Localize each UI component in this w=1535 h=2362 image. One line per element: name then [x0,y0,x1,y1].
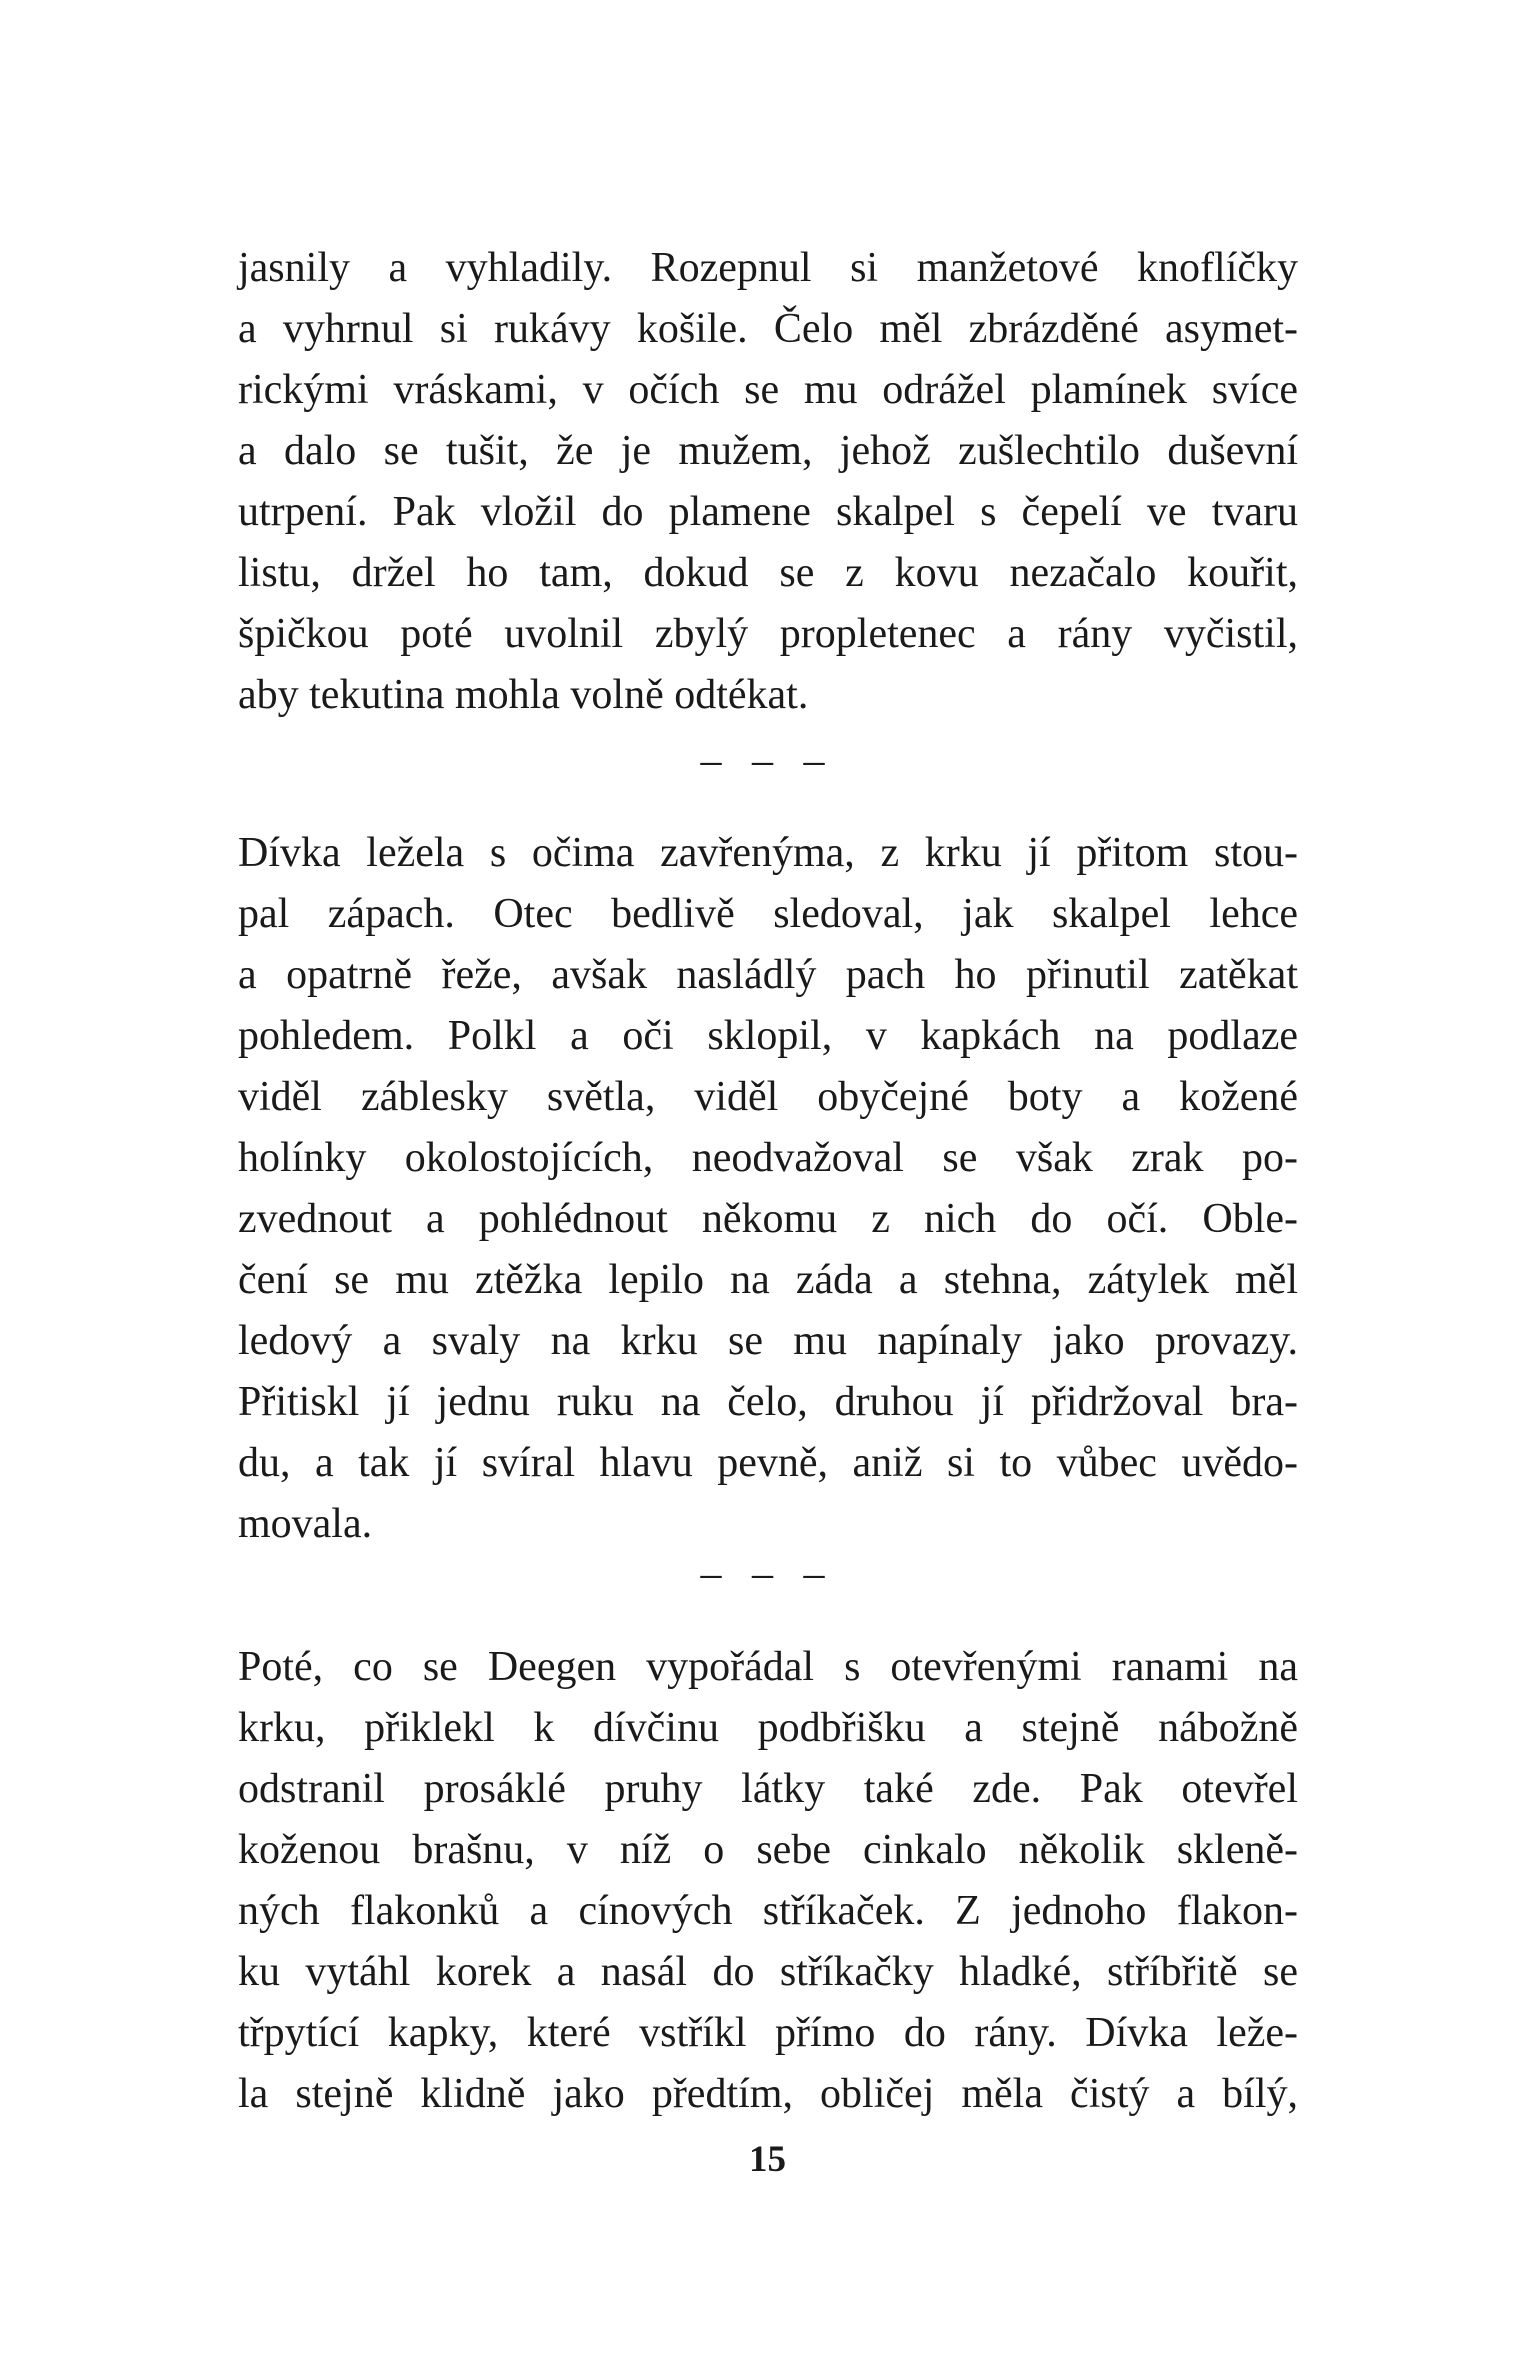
paragraph-3 [238,1637,1298,2125]
text-line: Dívka ležela s očima zavřenýma, z krku jí přitom stou- [238,830,1298,876]
text-line: viděl záblesky světla, viděl obyčejné boty a kožené [238,1074,1298,1120]
text-line: utrpení. Pak vložil do plamene skalpel s čepelí ve tvaru [238,489,1298,535]
text-line: movala. [238,1501,373,1547]
text-line: čení se mu ztěžka lepilo na záda a stehna, zátylek měl [238,1257,1298,1303]
text-line: třpytící kapky, které vstříkl přímo do rány. Dívka leže- [238,2010,1298,2056]
text-line: aby tekutina mohla volně odtékat. [238,672,809,718]
text-line: a dalo se tušit, že je mužem, jehož zušlechtilo duševní [238,428,1298,474]
page-number: 15 [749,2139,786,2180]
text-line: pohledem. Polkl a oči sklopil, v kapkách na podlaze [238,1013,1298,1059]
text-line: pal zápach. Otec bedlivě sledoval, jak skalpel lehce [238,891,1298,937]
text-line: la stejně klidně jako předtím, obličej měla čistý a bílý, [238,2071,1298,2117]
text-line: jasnily a vyhladily. Rozepnul si manžetové knoflíčky [238,245,1298,291]
text-line: Poté, co se Deegen vypořádal s otevřenými ranami na [238,1644,1298,1690]
text-line: rickými vráskami, v očích se mu odrážel plamínek svíce [238,367,1298,413]
text-line: listu, držel ho tam, dokud se z kovu nezačalo kouřit, [238,550,1298,596]
text-line: ných flakonků a cínových stříkaček. Z jednoho flakon- [238,1888,1298,1934]
text-line: ledový a svaly na krku se mu napínaly jako provazy. [238,1318,1298,1364]
text-line: odstranil prosáklé pruhy látky také zde. Pak otevřel [238,1766,1298,1812]
paragraph-1 [238,238,1298,726]
text-line: a vyhrnul si rukávy košile. Čelo měl zbrázděné asymet- [238,306,1298,352]
section-separator: – – – [700,1551,835,1597]
text-line: zvednout a pohlédnout někomu z nich do očí. Oble- [238,1196,1298,1242]
text-line: koženou brašnu, v níž o sebe cinkalo několik skleně- [238,1827,1298,1873]
text-line: ku vytáhl korek a nasál do stříkačky hladké, stříbřitě se [238,1949,1298,1995]
text-line: špičkou poté uvolnil zbylý propletenec a rány vyčistil, [238,611,1298,657]
text-line: krku, přiklekl k dívčinu podbřišku a stejně nábožně [238,1705,1298,1751]
text-line: du, a tak jí svíral hlavu pevně, aniž si to vůbec uvědo- [238,1440,1298,1486]
paragraph-2 [238,823,1298,1555]
text-line: Přitiskl jí jednu ruku na čelo, druhou jí přidržoval bra- [238,1379,1298,1425]
section-separator: – – – [700,738,835,784]
text-line: a opatrně řeže, avšak nasládlý pach ho přinutil zatěkat [238,952,1298,998]
text-line: holínky okolostojících, neodvažoval se však zrak po- [238,1135,1298,1181]
